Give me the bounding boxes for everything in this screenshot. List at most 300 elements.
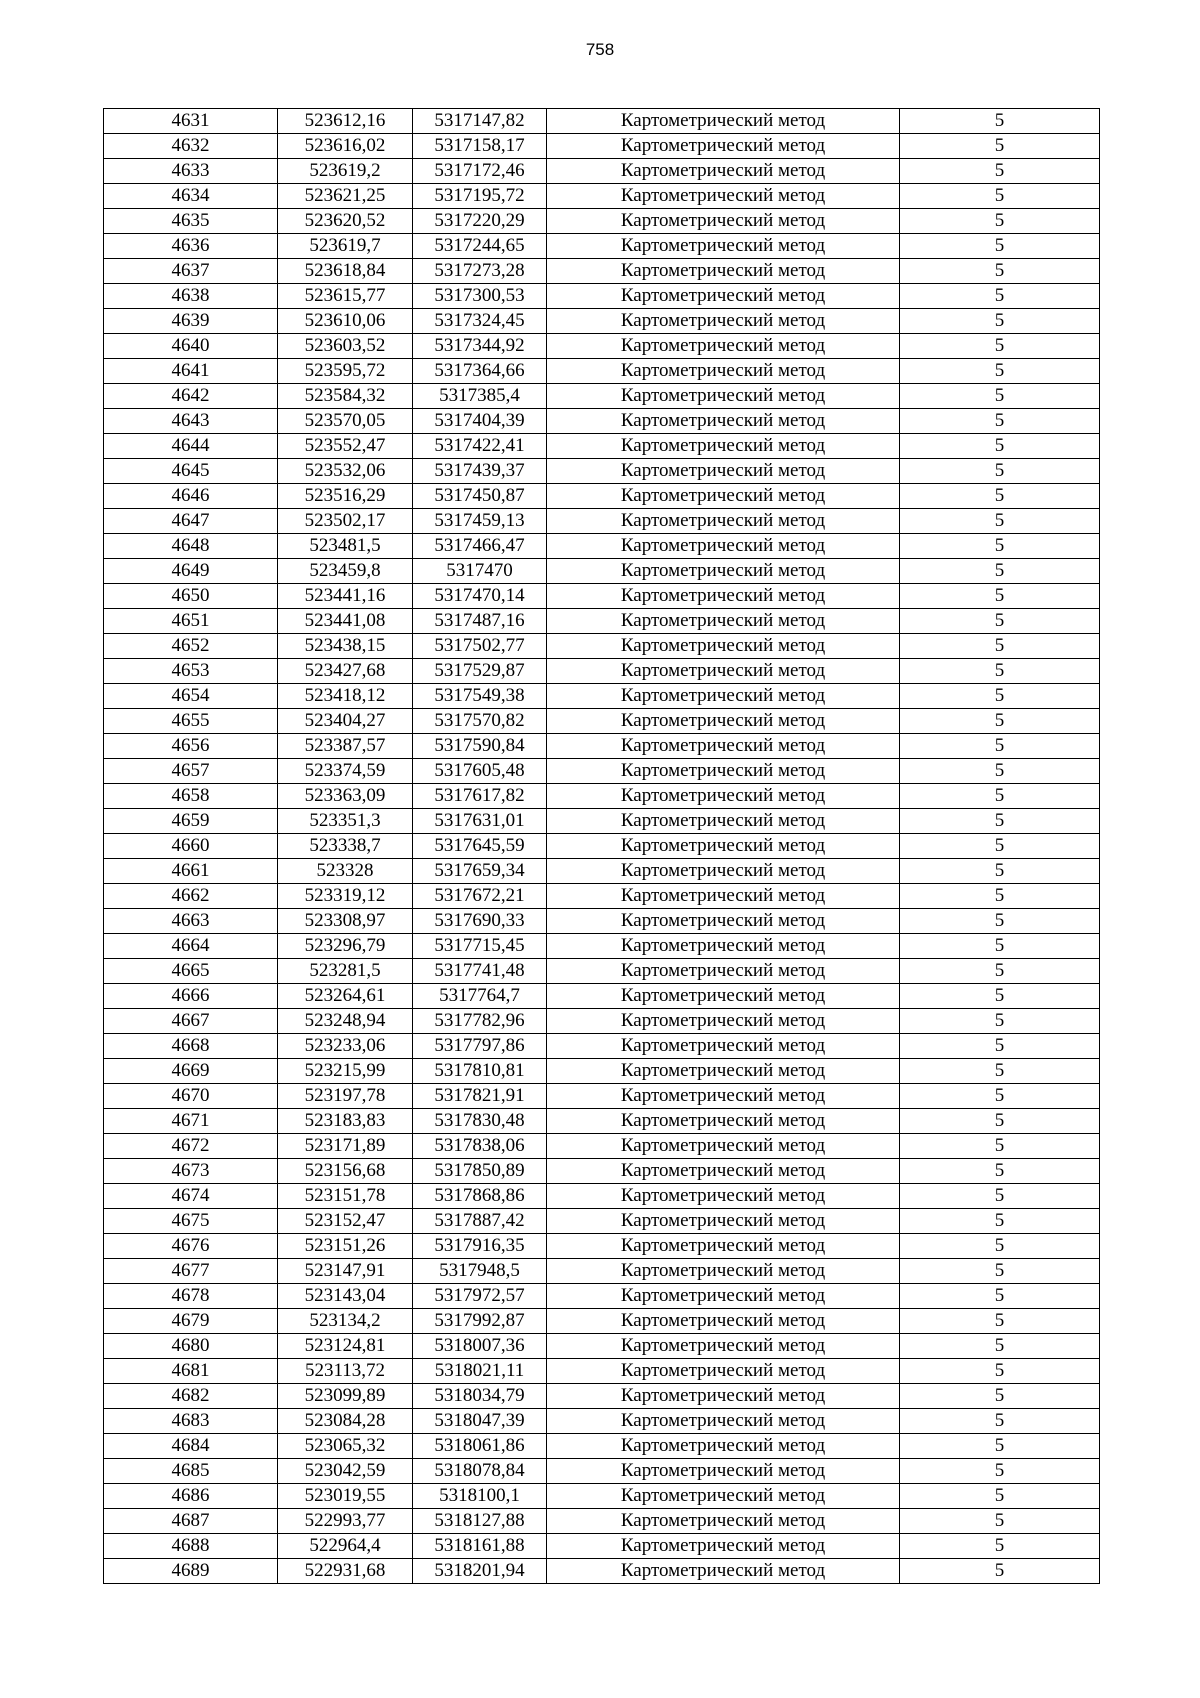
x-coordinate-cell: 523171,89	[278, 1134, 413, 1159]
method-cell: Картометрический метод	[547, 534, 900, 559]
method-cell: Картометрический метод	[547, 1559, 900, 1584]
point-number-cell: 4689	[104, 1559, 278, 1584]
accuracy-cell: 5	[900, 1534, 1100, 1559]
point-number-cell: 4674	[104, 1184, 278, 1209]
x-coordinate-cell: 523532,06	[278, 459, 413, 484]
y-coordinate-cell: 5318078,84	[413, 1459, 547, 1484]
y-coordinate-cell: 5317617,82	[413, 784, 547, 809]
table-row	[104, 684, 1100, 709]
accuracy-cell: 5	[900, 584, 1100, 609]
point-number-cell: 4634	[104, 184, 278, 209]
x-coordinate-cell: 523616,02	[278, 134, 413, 159]
coordinates-table	[103, 108, 1100, 1584]
point-number-cell: 4640	[104, 334, 278, 359]
accuracy-cell: 5	[900, 109, 1100, 134]
method-cell: Картометрический метод	[547, 184, 900, 209]
point-number-cell: 4678	[104, 1284, 278, 1309]
point-number-cell: 4660	[104, 834, 278, 859]
y-coordinate-cell: 5317741,48	[413, 959, 547, 984]
x-coordinate-cell: 523019,55	[278, 1484, 413, 1509]
table-row	[104, 834, 1100, 859]
point-number-cell: 4683	[104, 1409, 278, 1434]
method-cell: Картометрический метод	[547, 584, 900, 609]
table-row	[104, 709, 1100, 734]
point-number-cell: 4653	[104, 659, 278, 684]
method-cell: Картометрический метод	[547, 959, 900, 984]
y-coordinate-cell: 5317715,45	[413, 934, 547, 959]
accuracy-cell: 5	[900, 1284, 1100, 1309]
accuracy-cell: 5	[900, 809, 1100, 834]
table-row	[104, 1259, 1100, 1284]
table-row	[104, 634, 1100, 659]
accuracy-cell: 5	[900, 259, 1100, 284]
y-coordinate-cell: 5317570,82	[413, 709, 547, 734]
x-coordinate-cell: 523427,68	[278, 659, 413, 684]
table-row	[104, 1159, 1100, 1184]
method-cell: Картометрический метод	[547, 1209, 900, 1234]
table-row	[104, 1284, 1100, 1309]
method-cell: Картометрический метод	[547, 759, 900, 784]
table-row	[104, 609, 1100, 634]
y-coordinate-cell: 5318021,11	[413, 1359, 547, 1384]
table-row	[104, 1234, 1100, 1259]
y-coordinate-cell: 5317487,16	[413, 609, 547, 634]
accuracy-cell: 5	[900, 734, 1100, 759]
y-coordinate-cell: 5317549,38	[413, 684, 547, 709]
method-cell: Картометрический метод	[547, 359, 900, 384]
accuracy-cell: 5	[900, 309, 1100, 334]
method-cell: Картометрический метод	[547, 434, 900, 459]
point-number-cell: 4663	[104, 909, 278, 934]
method-cell: Картометрический метод	[547, 834, 900, 859]
table-row	[104, 1484, 1100, 1509]
y-coordinate-cell: 5317220,29	[413, 209, 547, 234]
accuracy-cell: 5	[900, 409, 1100, 434]
x-coordinate-cell: 523374,59	[278, 759, 413, 784]
point-number-cell: 4649	[104, 559, 278, 584]
point-number-cell: 4658	[104, 784, 278, 809]
table-row	[104, 659, 1100, 684]
y-coordinate-cell: 5317916,35	[413, 1234, 547, 1259]
point-number-cell: 4668	[104, 1034, 278, 1059]
point-number-cell: 4681	[104, 1359, 278, 1384]
table-row	[104, 784, 1100, 809]
x-coordinate-cell: 522993,77	[278, 1509, 413, 1534]
y-coordinate-cell: 5317821,91	[413, 1084, 547, 1109]
table-row	[104, 884, 1100, 909]
method-cell: Картометрический метод	[547, 1384, 900, 1409]
table-row	[104, 859, 1100, 884]
x-coordinate-cell: 523612,16	[278, 109, 413, 134]
table-row	[104, 284, 1100, 309]
accuracy-cell: 5	[900, 1009, 1100, 1034]
x-coordinate-cell: 523113,72	[278, 1359, 413, 1384]
accuracy-cell: 5	[900, 334, 1100, 359]
method-cell: Картометрический метод	[547, 734, 900, 759]
table-row	[104, 359, 1100, 384]
y-coordinate-cell: 5317147,82	[413, 109, 547, 134]
table-row	[104, 959, 1100, 984]
x-coordinate-cell: 523619,7	[278, 234, 413, 259]
x-coordinate-cell: 523264,61	[278, 984, 413, 1009]
x-coordinate-cell: 523215,99	[278, 1059, 413, 1084]
accuracy-cell: 5	[900, 1484, 1100, 1509]
y-coordinate-cell: 5317466,47	[413, 534, 547, 559]
accuracy-cell: 5	[900, 284, 1100, 309]
point-number-cell: 4686	[104, 1484, 278, 1509]
y-coordinate-cell: 5317172,46	[413, 159, 547, 184]
method-cell: Картометрический метод	[547, 1534, 900, 1559]
accuracy-cell: 5	[900, 384, 1100, 409]
x-coordinate-cell: 523134,2	[278, 1309, 413, 1334]
point-number-cell: 4648	[104, 534, 278, 559]
y-coordinate-cell: 5318047,39	[413, 1409, 547, 1434]
accuracy-cell: 5	[900, 1234, 1100, 1259]
point-number-cell: 4670	[104, 1084, 278, 1109]
method-cell: Картометрический метод	[547, 484, 900, 509]
accuracy-cell: 5	[900, 1434, 1100, 1459]
table-row	[104, 1534, 1100, 1559]
y-coordinate-cell: 5317158,17	[413, 134, 547, 159]
y-coordinate-cell: 5317195,72	[413, 184, 547, 209]
y-coordinate-cell: 5317948,5	[413, 1259, 547, 1284]
accuracy-cell: 5	[900, 1109, 1100, 1134]
point-number-cell: 4636	[104, 234, 278, 259]
point-number-cell: 4632	[104, 134, 278, 159]
accuracy-cell: 5	[900, 559, 1100, 584]
method-cell: Картометрический метод	[547, 634, 900, 659]
x-coordinate-cell: 523438,15	[278, 634, 413, 659]
table-row	[104, 184, 1100, 209]
point-number-cell: 4662	[104, 884, 278, 909]
y-coordinate-cell: 5317439,37	[413, 459, 547, 484]
point-number-cell: 4677	[104, 1259, 278, 1284]
x-coordinate-cell: 523296,79	[278, 934, 413, 959]
y-coordinate-cell: 5317470	[413, 559, 547, 584]
point-number-cell: 4654	[104, 684, 278, 709]
y-coordinate-cell: 5318127,88	[413, 1509, 547, 1534]
table-row	[104, 109, 1100, 134]
y-coordinate-cell: 5317645,59	[413, 834, 547, 859]
y-coordinate-cell: 5317324,45	[413, 309, 547, 334]
x-coordinate-cell: 523459,8	[278, 559, 413, 584]
y-coordinate-cell: 5318201,94	[413, 1559, 547, 1584]
method-cell: Картометрический метод	[547, 209, 900, 234]
x-coordinate-cell: 523197,78	[278, 1084, 413, 1109]
accuracy-cell: 5	[900, 1409, 1100, 1434]
y-coordinate-cell: 5317810,81	[413, 1059, 547, 1084]
method-cell: Картометрический метод	[547, 1084, 900, 1109]
accuracy-cell: 5	[900, 1209, 1100, 1234]
x-coordinate-cell: 523584,32	[278, 384, 413, 409]
x-coordinate-cell: 523570,05	[278, 409, 413, 434]
y-coordinate-cell: 5317868,86	[413, 1184, 547, 1209]
accuracy-cell: 5	[900, 459, 1100, 484]
table-row	[104, 1384, 1100, 1409]
table-row	[104, 334, 1100, 359]
x-coordinate-cell: 523124,81	[278, 1334, 413, 1359]
point-number-cell: 4638	[104, 284, 278, 309]
x-coordinate-cell: 522964,4	[278, 1534, 413, 1559]
point-number-cell: 4671	[104, 1109, 278, 1134]
method-cell: Картометрический метод	[547, 409, 900, 434]
accuracy-cell: 5	[900, 1384, 1100, 1409]
coordinates-table-body	[104, 109, 1100, 1584]
accuracy-cell: 5	[900, 1559, 1100, 1584]
x-coordinate-cell: 523099,89	[278, 1384, 413, 1409]
x-coordinate-cell: 523084,28	[278, 1409, 413, 1434]
method-cell: Картометрический метод	[547, 1159, 900, 1184]
y-coordinate-cell: 5317631,01	[413, 809, 547, 834]
point-number-cell: 4685	[104, 1459, 278, 1484]
point-number-cell: 4669	[104, 1059, 278, 1084]
point-number-cell: 4646	[104, 484, 278, 509]
accuracy-cell: 5	[900, 1134, 1100, 1159]
y-coordinate-cell: 5317659,34	[413, 859, 547, 884]
table-row	[104, 1209, 1100, 1234]
x-coordinate-cell: 523516,29	[278, 484, 413, 509]
accuracy-cell: 5	[900, 1309, 1100, 1334]
table-row	[104, 909, 1100, 934]
y-coordinate-cell: 5318100,1	[413, 1484, 547, 1509]
table-row	[104, 1084, 1100, 1109]
method-cell: Картометрический метод	[547, 709, 900, 734]
point-number-cell: 4641	[104, 359, 278, 384]
table-row	[104, 484, 1100, 509]
accuracy-cell: 5	[900, 434, 1100, 459]
table-row	[104, 809, 1100, 834]
y-coordinate-cell: 5317972,57	[413, 1284, 547, 1309]
point-number-cell: 4639	[104, 309, 278, 334]
x-coordinate-cell: 523615,77	[278, 284, 413, 309]
x-coordinate-cell: 523151,78	[278, 1184, 413, 1209]
accuracy-cell: 5	[900, 1184, 1100, 1209]
page-number: 758	[585, 40, 615, 59]
y-coordinate-cell: 5317672,21	[413, 884, 547, 909]
table-row	[104, 1559, 1100, 1584]
accuracy-cell: 5	[900, 609, 1100, 634]
accuracy-cell: 5	[900, 1509, 1100, 1534]
x-coordinate-cell: 523248,94	[278, 1009, 413, 1034]
table-row	[104, 409, 1100, 434]
x-coordinate-cell: 523328	[278, 859, 413, 884]
x-coordinate-cell: 523338,7	[278, 834, 413, 859]
table-row	[104, 559, 1100, 584]
y-coordinate-cell: 5318061,86	[413, 1434, 547, 1459]
accuracy-cell: 5	[900, 1159, 1100, 1184]
method-cell: Картометрический метод	[547, 509, 900, 534]
point-number-cell: 4650	[104, 584, 278, 609]
table-row	[104, 509, 1100, 534]
method-cell: Картометрический метод	[547, 1184, 900, 1209]
method-cell: Картометрический метод	[547, 784, 900, 809]
point-number-cell: 4684	[104, 1434, 278, 1459]
accuracy-cell: 5	[900, 984, 1100, 1009]
point-number-cell: 4652	[104, 634, 278, 659]
method-cell: Картометрический метод	[547, 659, 900, 684]
accuracy-cell: 5	[900, 359, 1100, 384]
x-coordinate-cell: 523610,06	[278, 309, 413, 334]
accuracy-cell: 5	[900, 1059, 1100, 1084]
method-cell: Картометрический метод	[547, 134, 900, 159]
x-coordinate-cell: 523152,47	[278, 1209, 413, 1234]
point-number-cell: 4687	[104, 1509, 278, 1534]
x-coordinate-cell: 523151,26	[278, 1234, 413, 1259]
method-cell: Картометрический метод	[547, 1484, 900, 1509]
method-cell: Картометрический метод	[547, 884, 900, 909]
table-row	[104, 259, 1100, 284]
table-row	[104, 1334, 1100, 1359]
point-number-cell: 4657	[104, 759, 278, 784]
method-cell: Картометрический метод	[547, 1109, 900, 1134]
method-cell: Картометрический метод	[547, 1334, 900, 1359]
accuracy-cell: 5	[900, 134, 1100, 159]
method-cell: Картометрический метод	[547, 1409, 900, 1434]
y-coordinate-cell: 5317344,92	[413, 334, 547, 359]
table-row	[104, 209, 1100, 234]
accuracy-cell: 5	[900, 959, 1100, 984]
method-cell: Картометрический метод	[547, 234, 900, 259]
method-cell: Картометрический метод	[547, 1009, 900, 1034]
table-row	[104, 934, 1100, 959]
y-coordinate-cell: 5317404,39	[413, 409, 547, 434]
accuracy-cell: 5	[900, 484, 1100, 509]
table-row	[104, 1459, 1100, 1484]
table-row	[104, 1434, 1100, 1459]
x-coordinate-cell: 523603,52	[278, 334, 413, 359]
accuracy-cell: 5	[900, 184, 1100, 209]
accuracy-cell: 5	[900, 759, 1100, 784]
accuracy-cell: 5	[900, 884, 1100, 909]
y-coordinate-cell: 5317782,96	[413, 1009, 547, 1034]
table-row	[104, 1059, 1100, 1084]
method-cell: Картометрический метод	[547, 859, 900, 884]
method-cell: Картометрический метод	[547, 159, 900, 184]
x-coordinate-cell: 523418,12	[278, 684, 413, 709]
y-coordinate-cell: 5317470,14	[413, 584, 547, 609]
y-coordinate-cell: 5317244,65	[413, 234, 547, 259]
point-number-cell: 4675	[104, 1209, 278, 1234]
accuracy-cell: 5	[900, 1459, 1100, 1484]
table-row	[104, 234, 1100, 259]
point-number-cell: 4645	[104, 459, 278, 484]
point-number-cell: 4655	[104, 709, 278, 734]
accuracy-cell: 5	[900, 234, 1100, 259]
point-number-cell: 4651	[104, 609, 278, 634]
x-coordinate-cell: 523308,97	[278, 909, 413, 934]
point-number-cell: 4682	[104, 1384, 278, 1409]
accuracy-cell: 5	[900, 1334, 1100, 1359]
method-cell: Картометрический метод	[547, 909, 900, 934]
y-coordinate-cell: 5318007,36	[413, 1334, 547, 1359]
table-row	[104, 1509, 1100, 1534]
table-row	[104, 534, 1100, 559]
method-cell: Картометрический метод	[547, 1284, 900, 1309]
point-number-cell: 4673	[104, 1159, 278, 1184]
x-coordinate-cell: 523387,57	[278, 734, 413, 759]
table-row	[104, 1409, 1100, 1434]
method-cell: Картометрический метод	[547, 334, 900, 359]
accuracy-cell: 5	[900, 1084, 1100, 1109]
y-coordinate-cell: 5317590,84	[413, 734, 547, 759]
y-coordinate-cell: 5317385,4	[413, 384, 547, 409]
method-cell: Картометрический метод	[547, 259, 900, 284]
x-coordinate-cell: 523595,72	[278, 359, 413, 384]
method-cell: Картометрический метод	[547, 809, 900, 834]
method-cell: Картометрический метод	[547, 1309, 900, 1334]
table-row	[104, 1009, 1100, 1034]
method-cell: Картометрический метод	[547, 1134, 900, 1159]
x-coordinate-cell: 523156,68	[278, 1159, 413, 1184]
point-number-cell: 4635	[104, 209, 278, 234]
accuracy-cell: 5	[900, 209, 1100, 234]
y-coordinate-cell: 5317605,48	[413, 759, 547, 784]
table-row	[104, 734, 1100, 759]
method-cell: Картометрический метод	[547, 309, 900, 334]
method-cell: Картометрический метод	[547, 609, 900, 634]
y-coordinate-cell: 5318161,88	[413, 1534, 547, 1559]
y-coordinate-cell: 5317764,7	[413, 984, 547, 1009]
method-cell: Картометрический метод	[547, 1459, 900, 1484]
x-coordinate-cell: 523065,32	[278, 1434, 413, 1459]
method-cell: Картометрический метод	[547, 459, 900, 484]
x-coordinate-cell: 522931,68	[278, 1559, 413, 1584]
accuracy-cell: 5	[900, 859, 1100, 884]
x-coordinate-cell: 523147,91	[278, 1259, 413, 1284]
point-number-cell: 4665	[104, 959, 278, 984]
method-cell: Картометрический метод	[547, 559, 900, 584]
point-number-cell: 4688	[104, 1534, 278, 1559]
x-coordinate-cell: 523481,5	[278, 534, 413, 559]
point-number-cell: 4676	[104, 1234, 278, 1259]
x-coordinate-cell: 523042,59	[278, 1459, 413, 1484]
method-cell: Картометрический метод	[547, 1259, 900, 1284]
accuracy-cell: 5	[900, 509, 1100, 534]
table-row	[104, 759, 1100, 784]
x-coordinate-cell: 523233,06	[278, 1034, 413, 1059]
table-row	[104, 984, 1100, 1009]
x-coordinate-cell: 523618,84	[278, 259, 413, 284]
table-row	[104, 1309, 1100, 1334]
accuracy-cell: 5	[900, 934, 1100, 959]
method-cell: Картометрический метод	[547, 684, 900, 709]
x-coordinate-cell: 523281,5	[278, 959, 413, 984]
table-row	[104, 459, 1100, 484]
y-coordinate-cell: 5317273,28	[413, 259, 547, 284]
table-row	[104, 1359, 1100, 1384]
x-coordinate-cell: 523183,83	[278, 1109, 413, 1134]
y-coordinate-cell: 5317422,41	[413, 434, 547, 459]
point-number-cell: 4644	[104, 434, 278, 459]
y-coordinate-cell: 5317797,86	[413, 1034, 547, 1059]
y-coordinate-cell: 5317502,77	[413, 634, 547, 659]
point-number-cell: 4679	[104, 1309, 278, 1334]
x-coordinate-cell: 523552,47	[278, 434, 413, 459]
table-row	[104, 1034, 1100, 1059]
accuracy-cell: 5	[900, 834, 1100, 859]
y-coordinate-cell: 5317992,87	[413, 1309, 547, 1334]
table-row	[104, 1184, 1100, 1209]
y-coordinate-cell: 5317850,89	[413, 1159, 547, 1184]
table-row	[104, 434, 1100, 459]
point-number-cell: 4664	[104, 934, 278, 959]
table-row	[104, 134, 1100, 159]
method-cell: Картометрический метод	[547, 1034, 900, 1059]
accuracy-cell: 5	[900, 1259, 1100, 1284]
point-number-cell: 4633	[104, 159, 278, 184]
point-number-cell: 4631	[104, 109, 278, 134]
point-number-cell: 4643	[104, 409, 278, 434]
